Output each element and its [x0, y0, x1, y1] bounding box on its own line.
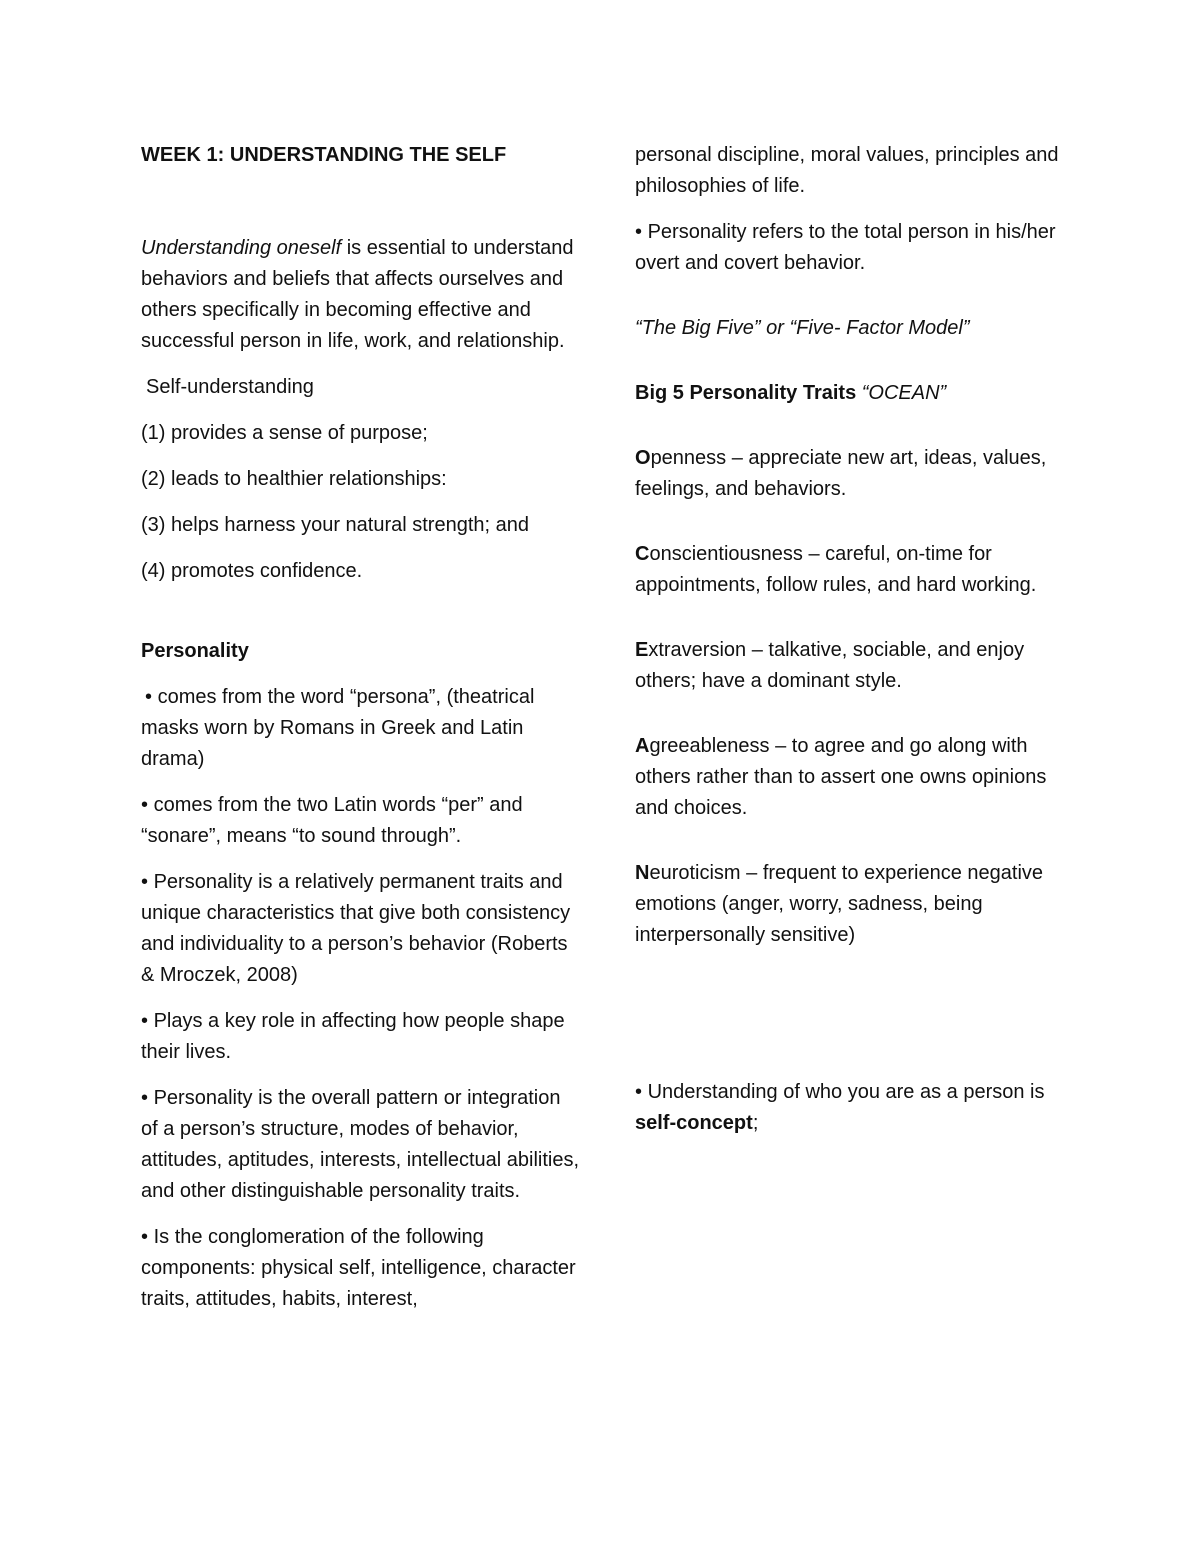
personality-bullet: [141, 790, 581, 852]
trait-initial: N: [635, 862, 650, 884]
personality-heading: Personality: [141, 640, 249, 662]
self-concept-bullet: [635, 1077, 1075, 1139]
trait-neuroticism: [635, 858, 1075, 951]
trait-extraversion: [635, 635, 1075, 697]
trait-description: xtraversion – talkative, sociable, and enjoy others; have a dominant style.: [635, 639, 1025, 692]
trait-description: onscientiousness – careful, on-time for appointments, follow rules, and hard working.: [635, 543, 1037, 596]
bullet-icon: •: [635, 1081, 643, 1103]
intro-paragraph: [141, 233, 581, 357]
intro-italic-term: Understanding oneself: [141, 237, 342, 259]
bullet-text: Personality is the overall pattern or integration of a person’s structure, modes of behavior, attitudes, aptitudes, interests, intellectual abilities, and other distinguishable personality traits.: [141, 1087, 580, 1202]
bullet-text: comes from the two Latin words “per” and “sonare”, means “to sound through”.: [141, 794, 523, 847]
trait-agreeableness: [635, 731, 1075, 824]
bullet-icon: •: [141, 1010, 149, 1032]
bullet-text: Personality is a relatively permanent traits and unique characteristics that give both consistency and individuality to a person’s behavior (Roberts & Mroczek, 2008): [141, 871, 571, 986]
benefit-item: (2) leads to healthier relationships:: [141, 468, 447, 490]
big-five-model-label: “The Big Five” or “Five- Factor Model”: [635, 317, 970, 339]
personality-bullet: [141, 682, 581, 775]
bullet-text: Is the conglomeration of the following components: physical self, intelligence, character traits, attitudes, habits, interest,: [141, 1226, 576, 1310]
intro-text: is essential to understand behaviors and beliefs that affects ourselves and others specifically in becoming effective and successful person in life, work, and relationship.: [141, 237, 574, 352]
trait-initial: A: [635, 735, 650, 757]
benefit-item: (3) helps harness your natural strength; and: [141, 514, 529, 536]
bullet-icon: •: [141, 871, 149, 893]
personality-bullet: [141, 1222, 581, 1315]
personality-bullet: [141, 1006, 581, 1068]
trait-initial: C: [635, 543, 650, 565]
benefit-item: (1) provides a sense of purpose;: [141, 422, 428, 444]
bullet-icon: •: [141, 794, 149, 816]
self-concept-term: self-concept: [635, 1112, 753, 1134]
personality-bullet: [141, 1083, 581, 1207]
ocean-label: “OCEAN”: [861, 382, 947, 404]
bullet-text: comes from the word “persona”, (theatrical masks worn by Romans in Greek and Latin drama): [141, 686, 535, 770]
big5-heading-text: Big 5 Personality Traits: [635, 382, 857, 404]
big5-heading: [635, 378, 1075, 409]
trait-description: penness – appreciate new art, ideas, values, feelings, and behaviors.: [635, 447, 1047, 500]
bullet-text: Personality refers to the total person in his/her overt and covert behavior.: [635, 221, 1056, 274]
bullet-icon: •: [635, 221, 643, 243]
trait-initial: O: [635, 447, 651, 469]
bullet-icon: •: [145, 686, 153, 708]
self-concept-end: ;: [752, 1112, 759, 1134]
benefit-item: (4) promotes confidence.: [141, 560, 363, 582]
right-column: [635, 140, 1075, 1154]
trait-description: euroticism – frequent to experience negative emotions (anger, worry, sadness, being interpersonally sensitive): [635, 862, 1044, 946]
trait-initial: E: [635, 639, 649, 661]
trait-openness: [635, 443, 1075, 505]
continuation-text: personal discipline, moral values, principles and philosophies of life.: [635, 144, 1059, 197]
personality-bullet: [141, 867, 581, 991]
self-concept-text: Understanding of who you are as a person is: [647, 1081, 1045, 1103]
self-understanding-label: Self-understanding: [146, 376, 314, 398]
bullet-icon: •: [141, 1226, 149, 1248]
total-person-bullet: [635, 217, 1075, 279]
trait-conscientiousness: [635, 539, 1075, 601]
bullet-text: Plays a key role in affecting how people shape their lives.: [141, 1010, 565, 1063]
trait-description: greeableness – to agree and go along with others rather than to assert one owns opinions and choices.: [635, 735, 1047, 819]
left-column: [141, 140, 581, 1330]
page-title: WEEK 1: UNDERSTANDING THE SELF: [141, 144, 507, 166]
bullet-icon: •: [141, 1087, 149, 1109]
